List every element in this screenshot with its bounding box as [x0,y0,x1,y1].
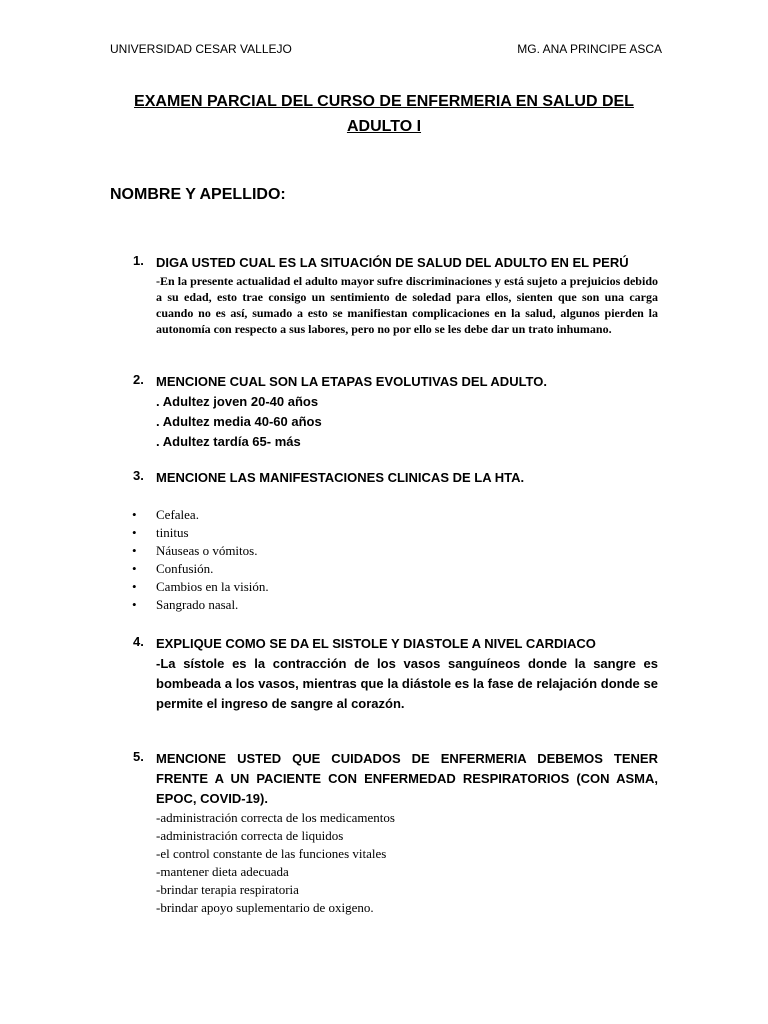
list-item: • Cefalea. [133,506,269,524]
question-4 [133,634,658,714]
question-number: 2. [133,372,144,387]
answer-line: -administración correcta de liquidos [156,828,344,843]
answer-line: -administración correcta de los medicamentos [156,810,395,825]
question-text: MENCIONE CUAL SON LA ETAPAS EVOLUTIVAS DEL ADULTO. [156,374,547,389]
page-header [110,42,662,56]
answer-line: -el control constante de las funciones vitales [156,846,387,861]
question-text: EXPLIQUE COMO SE DA EL SISTOLE Y DIASTOLE A NIVEL CARDIACO [156,636,596,651]
question-1 [133,253,658,337]
question-text: MENCIONE LAS MANIFESTACIONES CLINICAS DE LA HTA. [156,470,525,485]
answer-line: . Adultez media 40-60 años [156,414,322,429]
question-2 [133,372,658,452]
answer-line: -brindar apoyo suplementario de oxigeno. [156,900,374,915]
list-item: • Confusión. [133,560,269,578]
question-text: MENCIONE USTED QUE CUIDADOS DE ENFERMERIA DEBEMOS TENER FRENTE A UN PACIENTE CON ENFERMEDAD RESPIRATORIOS (CON ASMA, EPOC, COVID-19). [156,751,658,806]
list-item: • Sangrado nasal. [133,596,269,614]
question-5 [133,749,658,917]
exam-title: EXAMEN PARCIAL DEL CURSO DE ENFERMERIA EN SALUD DEL ADULTO I [134,93,634,135]
question-number: 3. [133,468,144,483]
header-teacher: MG. ANA PRINCIPE ASCA [517,42,662,56]
question-number: 1. [133,253,144,268]
answer-text: -La sístole es la contracción de los vasos sanguíneos donde la sangre es bombeada a los vasos, mientras que la diástole es la fase de relajación donde se permite el ingreso de sangre al corazón. [156,656,658,711]
answer-text: -En la presente actualidad el adulto mayor sufre discriminaciones y está sujeto a prejuicios debido a su edad, esto trae consigo un sentimiento de soledad para ellos, sienten que son una carga cuando no es así, sumado a esto se manifiestan complicaciones en la salud, algunos pierden la autonomía con respecto a sus labores, pero no por ello se les debe dar un trato inhumano. [156,274,658,336]
answer-line: . Adultez joven 20-40 años [156,394,319,409]
list-item: • tinitus [133,524,269,542]
question-number: 5. [133,749,144,764]
question-text: DIGA USTED CUAL ES LA SITUACIÓN DE SALUD DEL ADULTO EN EL PERÚ [156,255,629,270]
answer-line: -mantener dieta adecuada [156,864,289,879]
name-label: NOMBRE Y APELLIDO: [110,186,286,203]
question-number: 4. [133,634,144,649]
answer-line: . Adultez tardía 65- más [156,434,301,449]
header-university: UNIVERSIDAD CESAR VALLEJO [110,42,292,56]
question-3 [133,468,658,488]
list-item: • Cambios en la visión. [133,578,269,596]
symptom-list [133,506,269,614]
answer-line: -brindar terapia respiratoria [156,882,299,897]
list-item: • Náuseas o vómitos. [133,542,269,560]
